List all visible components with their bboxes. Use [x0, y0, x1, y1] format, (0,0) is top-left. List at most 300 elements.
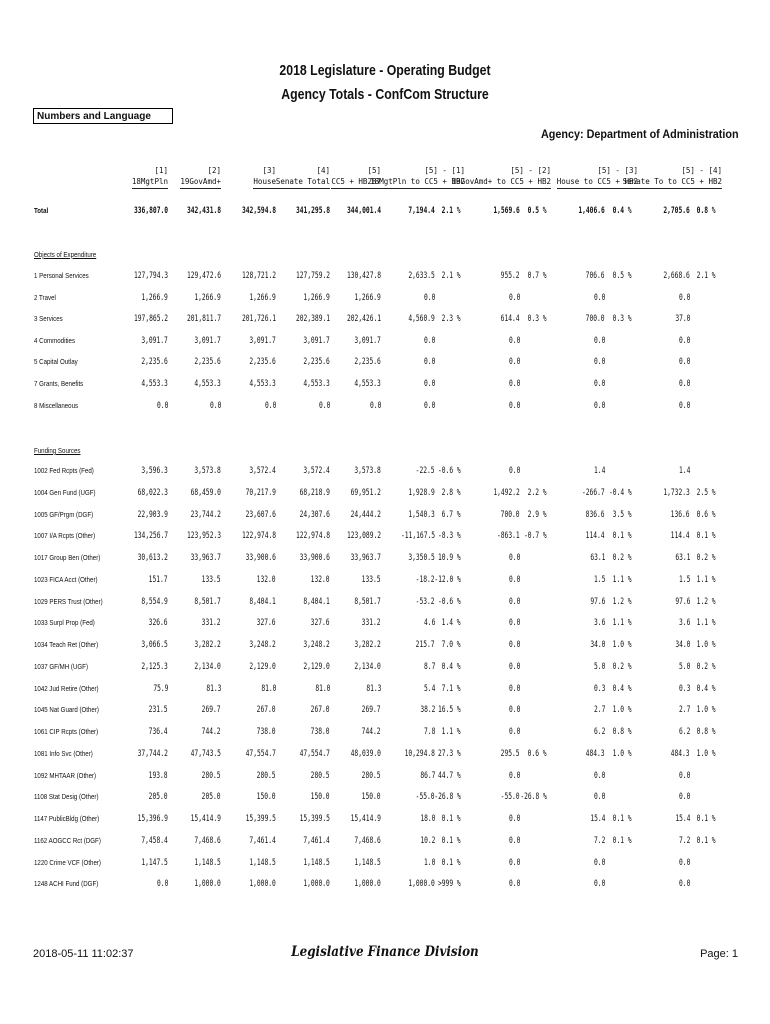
- row-label: 1005 GF/Prgm (DGF): [34, 509, 94, 519]
- cell-value: 127,794.3: [133, 271, 168, 281]
- diff-percent: 0.1 %: [697, 814, 716, 824]
- cell-value: 3,596.3: [141, 466, 168, 476]
- row-label: 1029 PERS Trust (Other): [34, 596, 103, 606]
- diff-amount: 7.8: [423, 727, 435, 737]
- cell-value: 132.0: [311, 574, 330, 585]
- diff-amount: 4,560.9: [408, 314, 435, 325]
- row-label: 1147 PublicBldg (Other): [34, 814, 100, 823]
- cell-value: 134,256.7: [133, 531, 168, 542]
- cell-value: 150.0: [311, 792, 330, 803]
- cell-value: 15,414.9: [350, 814, 381, 824]
- diff-amount: 2.7: [593, 705, 605, 716]
- table-row: [0, 792, 770, 804]
- footer-division: Legislative Finance Division: [291, 944, 479, 960]
- cell-value: 205.0: [149, 792, 168, 803]
- diff-percent: 44.7 %: [438, 770, 461, 781]
- cell-value: 202,389.1: [295, 314, 330, 325]
- numbers-language-box: Numbers and Language: [33, 108, 173, 124]
- cell-value: 8,404.1: [249, 596, 276, 607]
- diff-percent: 27.3 %: [438, 748, 461, 759]
- diff-amount: 34.0: [674, 640, 690, 650]
- table-row: [0, 814, 770, 826]
- diff-amount: 0.0: [678, 357, 690, 368]
- row-label: 1033 Surpl Prop (Fed): [34, 618, 95, 628]
- cell-value: 2,129.0: [303, 661, 330, 672]
- diff-amount: 0.0: [508, 553, 520, 563]
- column-header: [276, 165, 330, 189]
- row-label: 1061 CIP Rcpts (Other): [34, 727, 99, 736]
- cell-value: 33,963.7: [350, 553, 381, 563]
- cell-value: 327.6: [257, 618, 276, 629]
- diff-percent: 1.0 %: [697, 705, 716, 716]
- table-row: [0, 553, 770, 565]
- cell-value: 47,554.7: [245, 748, 276, 759]
- cell-value: 2,134.0: [194, 661, 221, 672]
- diff-amount: 4.6: [423, 618, 435, 629]
- cell-value: 736.4: [149, 727, 168, 737]
- diff-amount: 0.0: [678, 400, 690, 411]
- column-label: 19GovAmd+: [180, 176, 221, 189]
- cell-value: 326.6: [149, 618, 168, 629]
- cell-value: 132.0: [257, 574, 276, 585]
- diff-amount: 7,194.4: [408, 206, 435, 216]
- column-label: 18MgtPln to CC5 + HB2: [370, 176, 465, 189]
- cell-value: 129,472.6: [186, 271, 221, 281]
- cell-value: 3,248.2: [249, 640, 276, 650]
- diff-amount: 18.0: [419, 814, 435, 824]
- diff-amount: 7.2: [593, 835, 605, 846]
- diff-percent: 1.0 %: [613, 705, 632, 716]
- cell-value: 344,001.4: [346, 206, 381, 216]
- table-row: [0, 401, 770, 413]
- diff-amount: 15.4: [674, 814, 690, 824]
- row-label: 5 Capital Outlay: [34, 357, 78, 367]
- diff-amount: 0.0: [593, 379, 605, 389]
- cell-value: 150.0: [257, 792, 276, 803]
- diff-amount: 0.0: [678, 792, 690, 803]
- diff-percent: 2.1 %: [442, 206, 461, 216]
- table-row: [0, 510, 770, 522]
- column-label: 19GovAmd+ to CC5 + HB2: [452, 176, 551, 189]
- diff-amount: 0.0: [508, 835, 520, 846]
- diff-amount: 0.0: [593, 357, 605, 368]
- table-row: [0, 618, 770, 630]
- diff-amount: 1,928.9: [408, 487, 435, 498]
- cell-value: 336,807.0: [133, 206, 168, 216]
- cell-value: 1,148.5: [194, 857, 221, 868]
- cell-value: 15,399.5: [299, 814, 330, 824]
- table-row: [0, 293, 770, 305]
- row-label: 1162 AOGCC Rct (DGF): [34, 835, 101, 845]
- cell-value: 8,501.7: [194, 596, 221, 607]
- cell-value: 24,444.2: [350, 509, 381, 520]
- diff-amount: 97.6: [589, 596, 605, 607]
- cell-value: 280.5: [257, 770, 276, 781]
- diff-percent: -0.7 %: [524, 531, 547, 542]
- cell-value: 7,468.6: [194, 835, 221, 846]
- cell-value: 23,607.6: [245, 509, 276, 520]
- diff-amount: 1.4: [593, 466, 605, 476]
- diff-amount: 1,000.0: [408, 879, 435, 890]
- cell-value: 1,000.0: [354, 879, 381, 890]
- cell-value: 133.5: [362, 574, 381, 585]
- table-row: [0, 357, 770, 369]
- column-number: [4]: [316, 166, 330, 175]
- diff-amount: 0.0: [423, 357, 435, 368]
- diff-amount: 0.0: [508, 357, 520, 368]
- column-number: [5] - [2]: [510, 166, 551, 175]
- diff-amount: 10.2: [419, 835, 435, 846]
- table-row: [0, 640, 770, 652]
- diff-amount: 0.0: [508, 466, 520, 476]
- diff-amount: 0.0: [678, 335, 690, 346]
- cell-value: 2,235.6: [141, 357, 168, 368]
- table-row: [0, 379, 770, 391]
- diff-amount: 700.0: [501, 509, 520, 520]
- diff-percent: 0.1 %: [613, 814, 632, 824]
- table-row: [0, 858, 770, 870]
- diff-percent: 7.0 %: [442, 640, 461, 650]
- row-label: 8 Miscellaneous: [34, 400, 79, 410]
- diff-percent: -0.4 %: [609, 487, 632, 498]
- diff-percent: 0.4 %: [697, 683, 716, 694]
- cell-value: 2,134.0: [354, 661, 381, 672]
- diff-amount: 2,668.6: [663, 271, 690, 281]
- cell-value: 205.0: [202, 792, 221, 803]
- cell-value: 3,091.7: [141, 335, 168, 346]
- column-label: Senate To to CC5 + HB2: [623, 176, 722, 189]
- cell-value: 3,572.4: [249, 466, 276, 476]
- diff-amount: 37.0: [674, 314, 690, 325]
- cell-value: 37,744.2: [137, 748, 168, 759]
- cell-value: 69,951.2: [350, 487, 381, 498]
- diff-amount: 0.0: [593, 857, 605, 868]
- table-row: [0, 575, 770, 587]
- diff-amount: 114.4: [671, 531, 690, 542]
- column-label: CC5 + HB287: [331, 176, 381, 189]
- diff-percent: -12.0 %: [434, 574, 461, 585]
- table-row: [0, 879, 770, 891]
- cell-value: 280.5: [362, 770, 381, 781]
- diff-amount: 1.0: [423, 857, 435, 868]
- diff-amount: 10,294.8: [404, 748, 435, 759]
- diff-amount: 836.6: [586, 509, 605, 520]
- diff-percent: -8.3 %: [438, 531, 461, 542]
- diff-percent: 0.6 %: [697, 509, 716, 520]
- diff-amount: 2.7: [678, 705, 690, 716]
- cell-value: 1,147.5: [141, 857, 168, 868]
- diff-amount: 955.2: [501, 271, 520, 281]
- diff-percent: 0.1 %: [613, 835, 632, 846]
- diff-amount: 0.0: [508, 640, 520, 650]
- diff-percent: 2.2 %: [528, 487, 547, 498]
- cell-value: 7,461.4: [249, 835, 276, 846]
- cell-value: 3,282.2: [194, 640, 221, 650]
- cell-value: 0.0: [369, 400, 381, 411]
- diff-amount: 484.3: [671, 748, 690, 759]
- diff-amount: 97.6: [674, 596, 690, 607]
- cell-value: 23,744.2: [190, 509, 221, 520]
- diff-percent: 0.1 %: [442, 857, 461, 868]
- diff-amount: 114.4: [586, 531, 605, 542]
- cell-value: 342,431.8: [186, 206, 221, 216]
- diff-percent: 0.5 %: [613, 271, 632, 281]
- diff-amount: -18.2: [416, 574, 435, 585]
- diff-percent: 2.8 %: [442, 487, 461, 498]
- column-label: 18MgtPln: [132, 176, 168, 189]
- diff-amount: 0.0: [678, 379, 690, 389]
- diff-amount: 700.0: [586, 314, 605, 325]
- diff-amount: -22.5: [416, 466, 435, 476]
- diff-percent: 1.0 %: [613, 640, 632, 650]
- cell-value: 4,553.3: [303, 379, 330, 389]
- cell-value: 193.8: [149, 770, 168, 781]
- cell-value: 1,266.9: [303, 292, 330, 303]
- footer-page-number: Page: 1: [700, 948, 738, 960]
- cell-value: 123,952.3: [186, 531, 221, 542]
- diff-percent: 0.4 %: [442, 661, 461, 672]
- cell-value: 738.0: [257, 727, 276, 737]
- diff-amount: -266.7: [582, 487, 605, 498]
- cell-value: 2,235.6: [303, 357, 330, 368]
- diff-percent: 0.2 %: [613, 661, 632, 672]
- row-label: 1092 MHTAAR (Other): [34, 770, 97, 780]
- table-row: [0, 662, 770, 674]
- cell-value: 1,266.9: [194, 292, 221, 303]
- cell-value: 342,594.8: [241, 206, 276, 216]
- cell-value: 2,129.0: [249, 661, 276, 672]
- diff-amount: 0.0: [678, 770, 690, 781]
- column-number: [1]: [154, 166, 168, 175]
- cell-value: 0.0: [209, 400, 221, 411]
- cell-value: 267.0: [257, 705, 276, 716]
- row-label: 1023 FICA Acct (Other): [34, 574, 98, 584]
- diff-amount: 0.0: [508, 400, 520, 411]
- cell-value: 150.0: [362, 792, 381, 803]
- cell-value: 33,963.7: [190, 553, 221, 563]
- diff-percent: -0.6 %: [438, 466, 461, 476]
- diff-percent: -26.8 %: [434, 792, 461, 803]
- diff-percent: 2.1 %: [697, 271, 716, 281]
- diff-amount: 0.0: [508, 292, 520, 303]
- row-label: 1007 I/A Rcpts (Other): [34, 531, 96, 541]
- diff-percent: 2.9 %: [528, 509, 547, 520]
- diff-amount: 614.4: [501, 314, 520, 325]
- diff-amount: 1.5: [678, 574, 690, 585]
- row-label: 1045 Nat Guard (Other): [34, 705, 99, 715]
- diff-amount: 1,492.2: [493, 487, 520, 498]
- diff-percent: 0.6 %: [528, 748, 547, 759]
- footer-timestamp: 2018-05-11 11:02:37: [33, 948, 134, 960]
- cell-value: 0.0: [156, 879, 168, 890]
- cell-value: 8,404.1: [303, 596, 330, 607]
- diff-percent: 6.7 %: [442, 509, 461, 520]
- column-number: [3]: [262, 166, 276, 175]
- diff-amount: 0.0: [508, 574, 520, 585]
- diff-amount: 5.4: [423, 683, 435, 694]
- cell-value: 133.5: [202, 574, 221, 585]
- column-number: [5] - [3]: [597, 166, 638, 175]
- diff-percent: 1.1 %: [613, 618, 632, 629]
- diff-percent: -0.6 %: [438, 596, 461, 607]
- diff-percent: 1.0 %: [697, 748, 716, 759]
- diff-percent: 0.5 %: [528, 206, 547, 216]
- diff-percent: 0.1 %: [613, 531, 632, 542]
- cell-value: 3,066.5: [141, 640, 168, 650]
- report-subtitle: Agency Totals - ConfCom Structure: [281, 86, 489, 103]
- diff-amount: 3.6: [593, 618, 605, 629]
- diff-amount: 0.0: [423, 400, 435, 411]
- table-row: [0, 466, 770, 478]
- diff-percent: 2.3 %: [442, 314, 461, 325]
- cell-value: 267.0: [311, 705, 330, 716]
- diff-amount: 15.4: [589, 814, 605, 824]
- column-number: [2]: [207, 166, 221, 175]
- cell-value: 1,000.0: [194, 879, 221, 890]
- diff-amount: 0.0: [508, 770, 520, 781]
- cell-value: 68,022.3: [137, 487, 168, 498]
- diff-percent: 1.4 %: [442, 618, 461, 629]
- cell-value: 341,295.8: [295, 206, 330, 216]
- diff-amount: 3.6: [678, 618, 690, 629]
- cell-value: 4,553.3: [141, 379, 168, 389]
- diff-percent: 0.3 %: [613, 314, 632, 325]
- diff-amount: 0.0: [593, 879, 605, 890]
- cell-value: 744.2: [202, 727, 221, 737]
- column-label: House: [253, 176, 276, 189]
- diff-percent: 1.0 %: [697, 640, 716, 650]
- cell-value: 48,039.0: [350, 748, 381, 759]
- cell-value: 201,811.7: [186, 314, 221, 325]
- cell-value: 30,613.2: [137, 553, 168, 563]
- diff-amount: -863.1: [497, 531, 520, 542]
- cell-value: 68,459.0: [190, 487, 221, 498]
- cell-value: 1,148.5: [249, 857, 276, 868]
- row-label: 4 Commodities: [34, 335, 76, 345]
- diff-amount: 295.5: [501, 748, 520, 759]
- diff-percent: >999 %: [438, 879, 461, 890]
- cell-value: 269.7: [362, 705, 381, 716]
- cell-value: 22,903.9: [137, 509, 168, 520]
- diff-amount: 0.0: [678, 879, 690, 890]
- diff-amount: 1.5: [593, 574, 605, 585]
- cell-value: 2,235.6: [194, 357, 221, 368]
- cell-value: 81.0: [314, 683, 330, 694]
- report-title: 2018 Legislature - Operating Budget: [279, 62, 491, 79]
- section-heading-objects: Objects of Expenditure: [34, 250, 97, 259]
- cell-value: 1,266.9: [354, 292, 381, 303]
- cell-value: 4,553.3: [354, 379, 381, 389]
- table-row: [0, 597, 770, 609]
- cell-value: 47,743.5: [190, 748, 221, 759]
- cell-value: 327.6: [311, 618, 330, 629]
- row-label: 3 Services: [34, 314, 63, 324]
- cell-value: 4,553.3: [194, 379, 221, 389]
- section-heading-funding: Funding Sources: [34, 446, 81, 455]
- diff-percent: 0.7 %: [528, 271, 547, 281]
- column-header: [623, 165, 722, 189]
- cell-value: 3,573.8: [354, 466, 381, 476]
- column-number: [5] - [4]: [681, 166, 722, 175]
- diff-percent: 0.8 %: [697, 206, 716, 216]
- cell-value: 4,553.3: [249, 379, 276, 389]
- row-label: 1002 Fed Rcpts (Fed): [34, 466, 94, 475]
- cell-value: 75.9: [152, 683, 168, 694]
- cell-value: 1,266.9: [249, 292, 276, 303]
- cell-value: 2,125.3: [141, 661, 168, 672]
- cell-value: 1,000.0: [249, 879, 276, 890]
- cell-value: 3,091.7: [249, 335, 276, 346]
- diff-amount: 86.7: [419, 770, 435, 781]
- diff-amount: 8.7: [423, 661, 435, 672]
- diff-percent: 1.1 %: [697, 618, 716, 629]
- diff-amount: 0.0: [423, 292, 435, 303]
- cell-value: 738.0: [311, 727, 330, 737]
- diff-percent: 0.4 %: [613, 683, 632, 694]
- cell-value: 122,974.8: [295, 531, 330, 542]
- diff-amount: 0.0: [593, 792, 605, 803]
- table-row: [0, 727, 770, 739]
- diff-percent: 0.1 %: [442, 835, 461, 846]
- table-row: [0, 531, 770, 543]
- diff-amount: 1,569.6: [493, 206, 520, 216]
- diff-percent: 0.8 %: [697, 727, 716, 737]
- cell-value: 1,148.5: [303, 857, 330, 868]
- diff-amount: 0.0: [508, 335, 520, 346]
- diff-percent: -26.8 %: [520, 792, 547, 803]
- diff-percent: 0.2 %: [697, 661, 716, 672]
- diff-percent: 0.2 %: [697, 553, 716, 563]
- diff-amount: 0.3: [593, 683, 605, 694]
- row-label: 1108 Stat Desig (Other): [34, 792, 99, 802]
- diff-percent: 0.1 %: [697, 531, 716, 542]
- column-number: [5]: [367, 166, 381, 175]
- cell-value: 3,091.7: [194, 335, 221, 346]
- cell-value: 331.2: [362, 618, 381, 629]
- row-label: 1248 ACHI Fund (DGF): [34, 879, 99, 889]
- diff-amount: 0.0: [508, 879, 520, 890]
- cell-value: 130,427.8: [346, 271, 381, 281]
- column-header: [132, 165, 168, 189]
- cell-value: 1,266.9: [141, 292, 168, 303]
- column-label: House to CC5 + HB2: [557, 176, 638, 189]
- diff-amount: 2,633.5: [408, 271, 435, 281]
- column-number: [5] - [1]: [424, 166, 465, 175]
- row-label: 2 Travel: [34, 292, 56, 302]
- table-row: [0, 314, 770, 326]
- diff-percent: 1.1 %: [697, 574, 716, 585]
- diff-amount: 63.1: [589, 553, 605, 563]
- cell-value: 197,865.2: [133, 314, 168, 325]
- diff-amount: 0.0: [423, 379, 435, 389]
- table-row: [0, 336, 770, 348]
- cell-value: 15,396.9: [137, 814, 168, 824]
- diff-amount: 0.0: [508, 727, 520, 737]
- cell-value: 81.3: [205, 683, 221, 694]
- diff-amount: 3,350.5: [408, 553, 435, 563]
- diff-amount: 0.0: [423, 335, 435, 346]
- diff-amount: 0.0: [508, 857, 520, 868]
- cell-value: 1,148.5: [354, 857, 381, 868]
- cell-value: 3,091.7: [354, 335, 381, 346]
- cell-value: 269.7: [202, 705, 221, 716]
- cell-value: 123,089.2: [346, 531, 381, 542]
- diff-amount: 38.2: [419, 705, 435, 716]
- diff-amount: 1,540.3: [408, 509, 435, 520]
- row-label: 7 Grants, Benefits: [34, 379, 84, 388]
- diff-percent: 0.3 %: [528, 314, 547, 325]
- diff-amount: 0.3: [678, 683, 690, 694]
